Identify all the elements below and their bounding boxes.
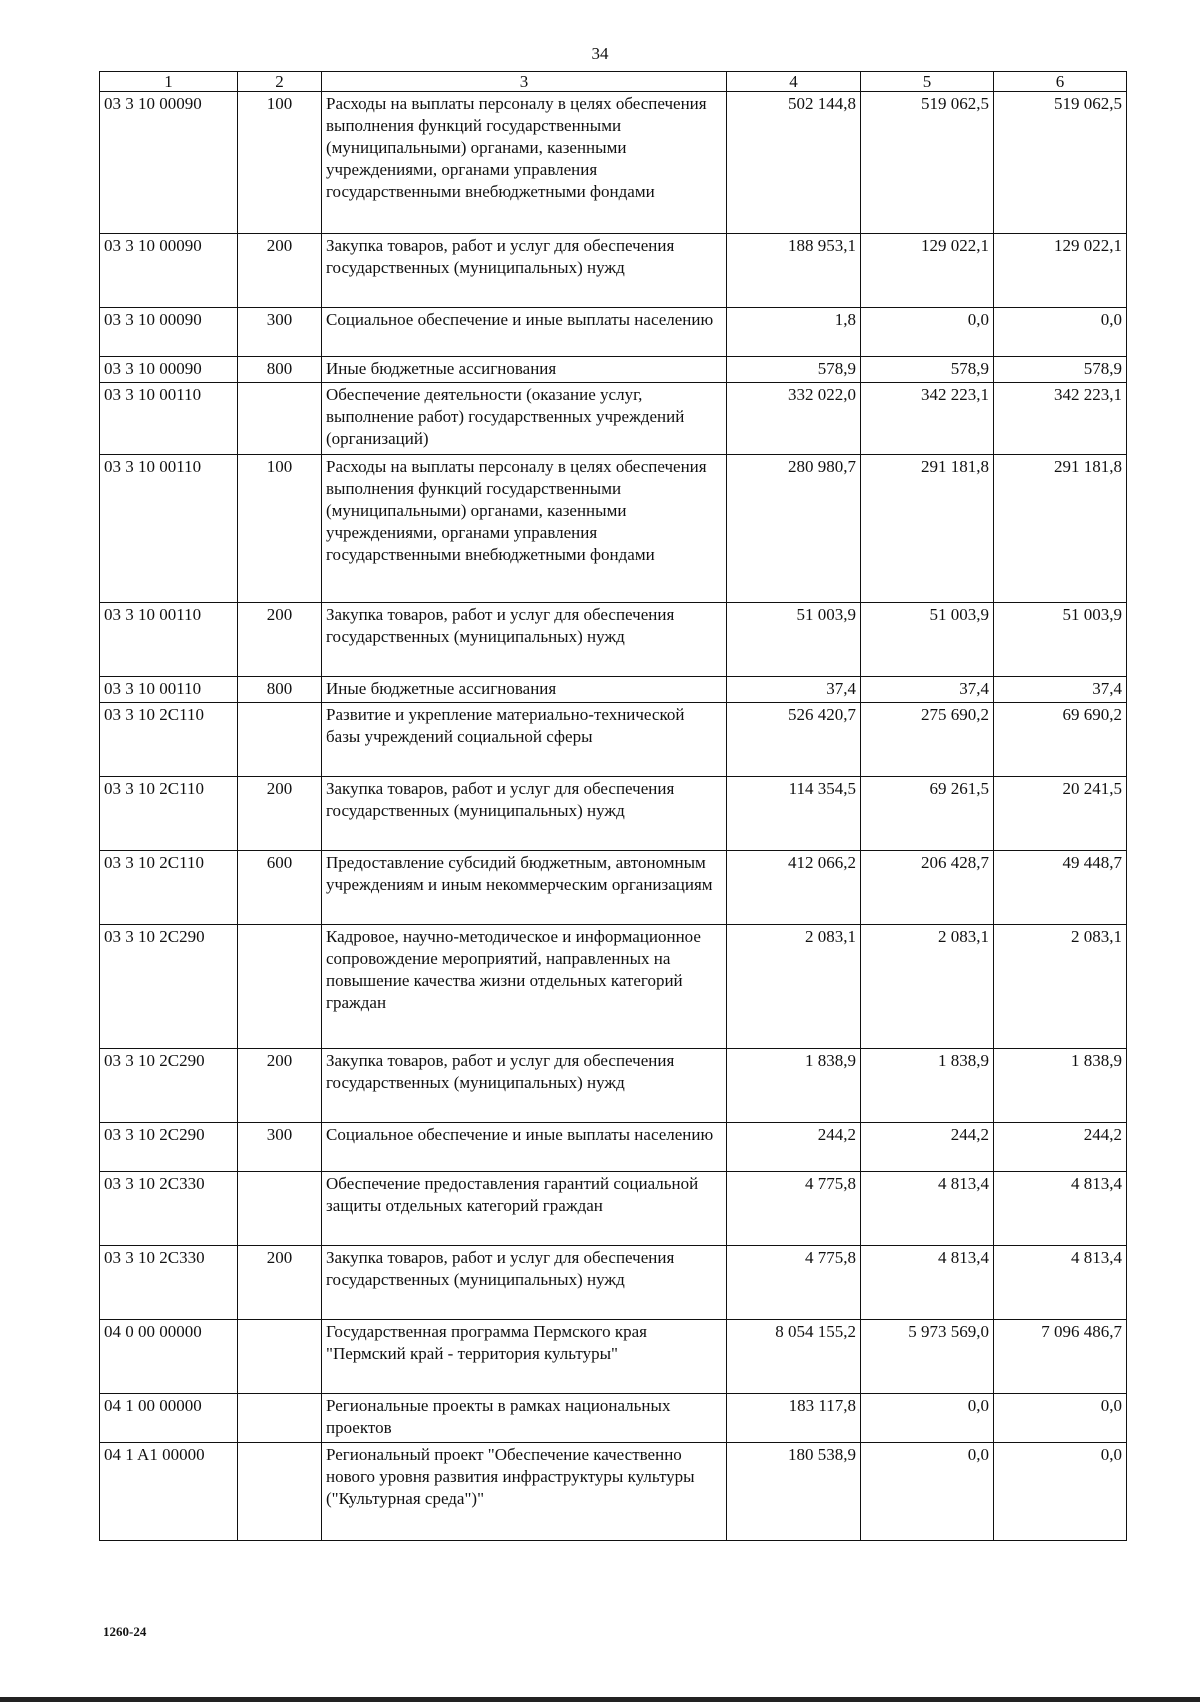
table-row [100, 1246, 1127, 1320]
description-cell: Расходы на выплаты персоналу в целях обеспечения выполнения функций государственными (муниципальными) органами, казенными учреждениями, органами управления государственными внебюджетными фондами [322, 92, 727, 234]
table-row [100, 92, 1127, 234]
amount-year3-cell: 49 448,7 [994, 851, 1127, 925]
table-body [100, 92, 1127, 1541]
amount-year2-cell: 4 813,4 [861, 1246, 994, 1320]
description-cell: Развитие и укрепление материально-технической базы учреждений социальной сферы [322, 703, 727, 777]
description-cell: Обеспечение деятельности (оказание услуг, выполнение работ) государственных учреждений (организаций) [322, 383, 727, 455]
amount-year3-cell: 37,4 [994, 677, 1127, 703]
table-row [100, 357, 1127, 383]
table-row [100, 1394, 1127, 1443]
table-row [100, 455, 1127, 603]
description-cell: Кадровое, научно-методическое и информационное сопровождение мероприятий, направленных на повышение качества жизни отдельных категорий граждан [322, 925, 727, 1049]
amount-year3-cell: 7 096 486,7 [994, 1320, 1127, 1394]
description-cell: Предоставление субсидий бюджетным, автономным учреждениям и иным некоммерческим организациям [322, 851, 727, 925]
amount-year1-cell: 244,2 [727, 1123, 861, 1172]
budget-code-cell: 03 3 10 00090 [100, 92, 238, 234]
amount-year2-cell: 1 838,9 [861, 1049, 994, 1123]
column-header: 4 [727, 72, 861, 92]
amount-year1-cell: 180 538,9 [727, 1443, 861, 1541]
expense-type-cell [238, 703, 322, 777]
amount-year3-cell: 129 022,1 [994, 234, 1127, 308]
amount-year2-cell: 275 690,2 [861, 703, 994, 777]
amount-year3-cell: 2 083,1 [994, 925, 1127, 1049]
description-cell: Закупка товаров, работ и услуг для обеспечения государственных (муниципальных) нужд [322, 234, 727, 308]
budget-code-cell: 04 1 00 00000 [100, 1394, 238, 1443]
amount-year2-cell: 244,2 [861, 1123, 994, 1172]
column-header: 2 [238, 72, 322, 92]
amount-year3-cell: 244,2 [994, 1123, 1127, 1172]
budget-code-cell: 03 3 10 2C110 [100, 777, 238, 851]
amount-year2-cell: 4 813,4 [861, 1172, 994, 1246]
budget-code-cell: 03 3 10 2C110 [100, 851, 238, 925]
amount-year2-cell: 0,0 [861, 308, 994, 357]
amount-year2-cell: 2 083,1 [861, 925, 994, 1049]
table-row [100, 1049, 1127, 1123]
budget-code-cell: 03 3 10 00090 [100, 234, 238, 308]
table-row [100, 308, 1127, 357]
amount-year3-cell: 4 813,4 [994, 1172, 1127, 1246]
table-row [100, 1123, 1127, 1172]
amount-year1-cell: 1 838,9 [727, 1049, 861, 1123]
amount-year3-cell: 291 181,8 [994, 455, 1127, 603]
budget-code-cell: 03 3 10 2C330 [100, 1246, 238, 1320]
budget-code-cell: 03 3 10 00110 [100, 677, 238, 703]
amount-year1-cell: 4 775,8 [727, 1246, 861, 1320]
expense-type-cell: 300 [238, 1123, 322, 1172]
amount-year3-cell: 20 241,5 [994, 777, 1127, 851]
description-cell: Иные бюджетные ассигнования [322, 357, 727, 383]
description-cell: Расходы на выплаты персоналу в целях обеспечения выполнения функций государственными (муниципальными) органами, казенными учреждениями, органами управления государственными внебюджетными фондами [322, 455, 727, 603]
amount-year3-cell: 4 813,4 [994, 1246, 1127, 1320]
column-header: 3 [322, 72, 727, 92]
amount-year1-cell: 8 054 155,2 [727, 1320, 861, 1394]
amount-year1-cell: 1,8 [727, 308, 861, 357]
amount-year1-cell: 183 117,8 [727, 1394, 861, 1443]
description-cell: Региональные проекты в рамках национальных проектов [322, 1394, 727, 1443]
table-row [100, 703, 1127, 777]
table-row [100, 851, 1127, 925]
amount-year3-cell: 342 223,1 [994, 383, 1127, 455]
amount-year2-cell: 519 062,5 [861, 92, 994, 234]
description-cell: Закупка товаров, работ и услуг для обеспечения государственных (муниципальных) нужд [322, 1049, 727, 1123]
expense-type-cell: 300 [238, 308, 322, 357]
description-cell: Обеспечение предоставления гарантий социальной защиты отдельных категорий граждан [322, 1172, 727, 1246]
table-row [100, 1172, 1127, 1246]
budget-code-cell: 03 3 10 00090 [100, 308, 238, 357]
amount-year2-cell: 578,9 [861, 357, 994, 383]
budget-code-cell: 04 1 A1 00000 [100, 1443, 238, 1541]
table-row [100, 777, 1127, 851]
budget-code-cell: 03 3 10 00110 [100, 455, 238, 603]
amount-year2-cell: 206 428,7 [861, 851, 994, 925]
amount-year1-cell: 188 953,1 [727, 234, 861, 308]
column-header: 1 [100, 72, 238, 92]
amount-year2-cell: 129 022,1 [861, 234, 994, 308]
amount-year1-cell: 332 022,0 [727, 383, 861, 455]
expense-type-cell [238, 383, 322, 455]
budget-code-cell: 04 0 00 00000 [100, 1320, 238, 1394]
expense-type-cell: 200 [238, 1049, 322, 1123]
expense-type-cell: 800 [238, 357, 322, 383]
budget-code-cell: 03 3 10 00110 [100, 383, 238, 455]
expense-type-cell: 600 [238, 851, 322, 925]
amount-year3-cell: 0,0 [994, 308, 1127, 357]
description-cell: Закупка товаров, работ и услуг для обеспечения государственных (муниципальных) нужд [322, 1246, 727, 1320]
amount-year1-cell: 526 420,7 [727, 703, 861, 777]
expense-type-cell [238, 1394, 322, 1443]
amount-year1-cell: 578,9 [727, 357, 861, 383]
amount-year3-cell: 1 838,9 [994, 1049, 1127, 1123]
table-row [100, 1320, 1127, 1394]
amount-year3-cell: 0,0 [994, 1443, 1127, 1541]
description-cell: Социальное обеспечение и иные выплаты населению [322, 1123, 727, 1172]
table-row [100, 677, 1127, 703]
amount-year1-cell: 37,4 [727, 677, 861, 703]
budget-code-cell: 03 3 10 2C290 [100, 1049, 238, 1123]
document-id: 1260-24 [103, 1624, 147, 1639]
description-cell: Государственная программа Пермского края "Пермский край - территория культуры" [322, 1320, 727, 1394]
table-row [100, 234, 1127, 308]
amount-year2-cell: 5 973 569,0 [861, 1320, 994, 1394]
description-cell: Иные бюджетные ассигнования [322, 677, 727, 703]
expense-type-cell [238, 1443, 322, 1541]
amount-year1-cell: 2 083,1 [727, 925, 861, 1049]
amount-year1-cell: 502 144,8 [727, 92, 861, 234]
amount-year2-cell: 0,0 [861, 1443, 994, 1541]
expense-type-cell [238, 1320, 322, 1394]
budget-code-cell: 03 3 10 2C110 [100, 703, 238, 777]
amount-year3-cell: 578,9 [994, 357, 1127, 383]
amount-year1-cell: 114 354,5 [727, 777, 861, 851]
amount-year2-cell: 291 181,8 [861, 455, 994, 603]
expense-type-cell: 100 [238, 92, 322, 234]
budget-code-cell: 03 3 10 00110 [100, 603, 238, 677]
amount-year2-cell: 37,4 [861, 677, 994, 703]
budget-code-cell: 03 3 10 2C290 [100, 925, 238, 1049]
column-header: 6 [994, 72, 1127, 92]
budget-code-cell: 03 3 10 2C290 [100, 1123, 238, 1172]
expense-type-cell: 200 [238, 234, 322, 308]
expense-type-cell: 800 [238, 677, 322, 703]
amount-year2-cell: 342 223,1 [861, 383, 994, 455]
table-row [100, 383, 1127, 455]
budget-code-cell: 03 3 10 2C330 [100, 1172, 238, 1246]
expense-type-cell: 200 [238, 777, 322, 851]
scan-edge [0, 1697, 1200, 1702]
amount-year3-cell: 0,0 [994, 1394, 1127, 1443]
budget-code-cell: 03 3 10 00090 [100, 357, 238, 383]
amount-year3-cell: 519 062,5 [994, 92, 1127, 234]
expense-type-cell: 100 [238, 455, 322, 603]
amount-year2-cell: 51 003,9 [861, 603, 994, 677]
expense-type-cell: 200 [238, 603, 322, 677]
amount-year1-cell: 4 775,8 [727, 1172, 861, 1246]
amount-year1-cell: 51 003,9 [727, 603, 861, 677]
table-row [100, 1443, 1127, 1541]
amount-year3-cell: 51 003,9 [994, 603, 1127, 677]
page-number: 34 [591, 44, 609, 63]
table-row [100, 925, 1127, 1049]
description-cell: Закупка товаров, работ и услуг для обеспечения государственных (муниципальных) нужд [322, 777, 727, 851]
expense-type-cell [238, 925, 322, 1049]
description-cell: Социальное обеспечение и иные выплаты населению [322, 308, 727, 357]
amount-year2-cell: 69 261,5 [861, 777, 994, 851]
budget-table [99, 71, 1127, 1541]
table-row [100, 603, 1127, 677]
amount-year1-cell: 280 980,7 [727, 455, 861, 603]
expense-type-cell [238, 1172, 322, 1246]
column-header: 5 [861, 72, 994, 92]
expense-type-cell: 200 [238, 1246, 322, 1320]
description-cell: Региональный проект "Обеспечение качественно нового уровня развития инфраструктуры культуры ("Культурная среда")" [322, 1443, 727, 1541]
amount-year2-cell: 0,0 [861, 1394, 994, 1443]
amount-year1-cell: 412 066,2 [727, 851, 861, 925]
amount-year3-cell: 69 690,2 [994, 703, 1127, 777]
header-row [100, 72, 1127, 92]
description-cell: Закупка товаров, работ и услуг для обеспечения государственных (муниципальных) нужд [322, 603, 727, 677]
